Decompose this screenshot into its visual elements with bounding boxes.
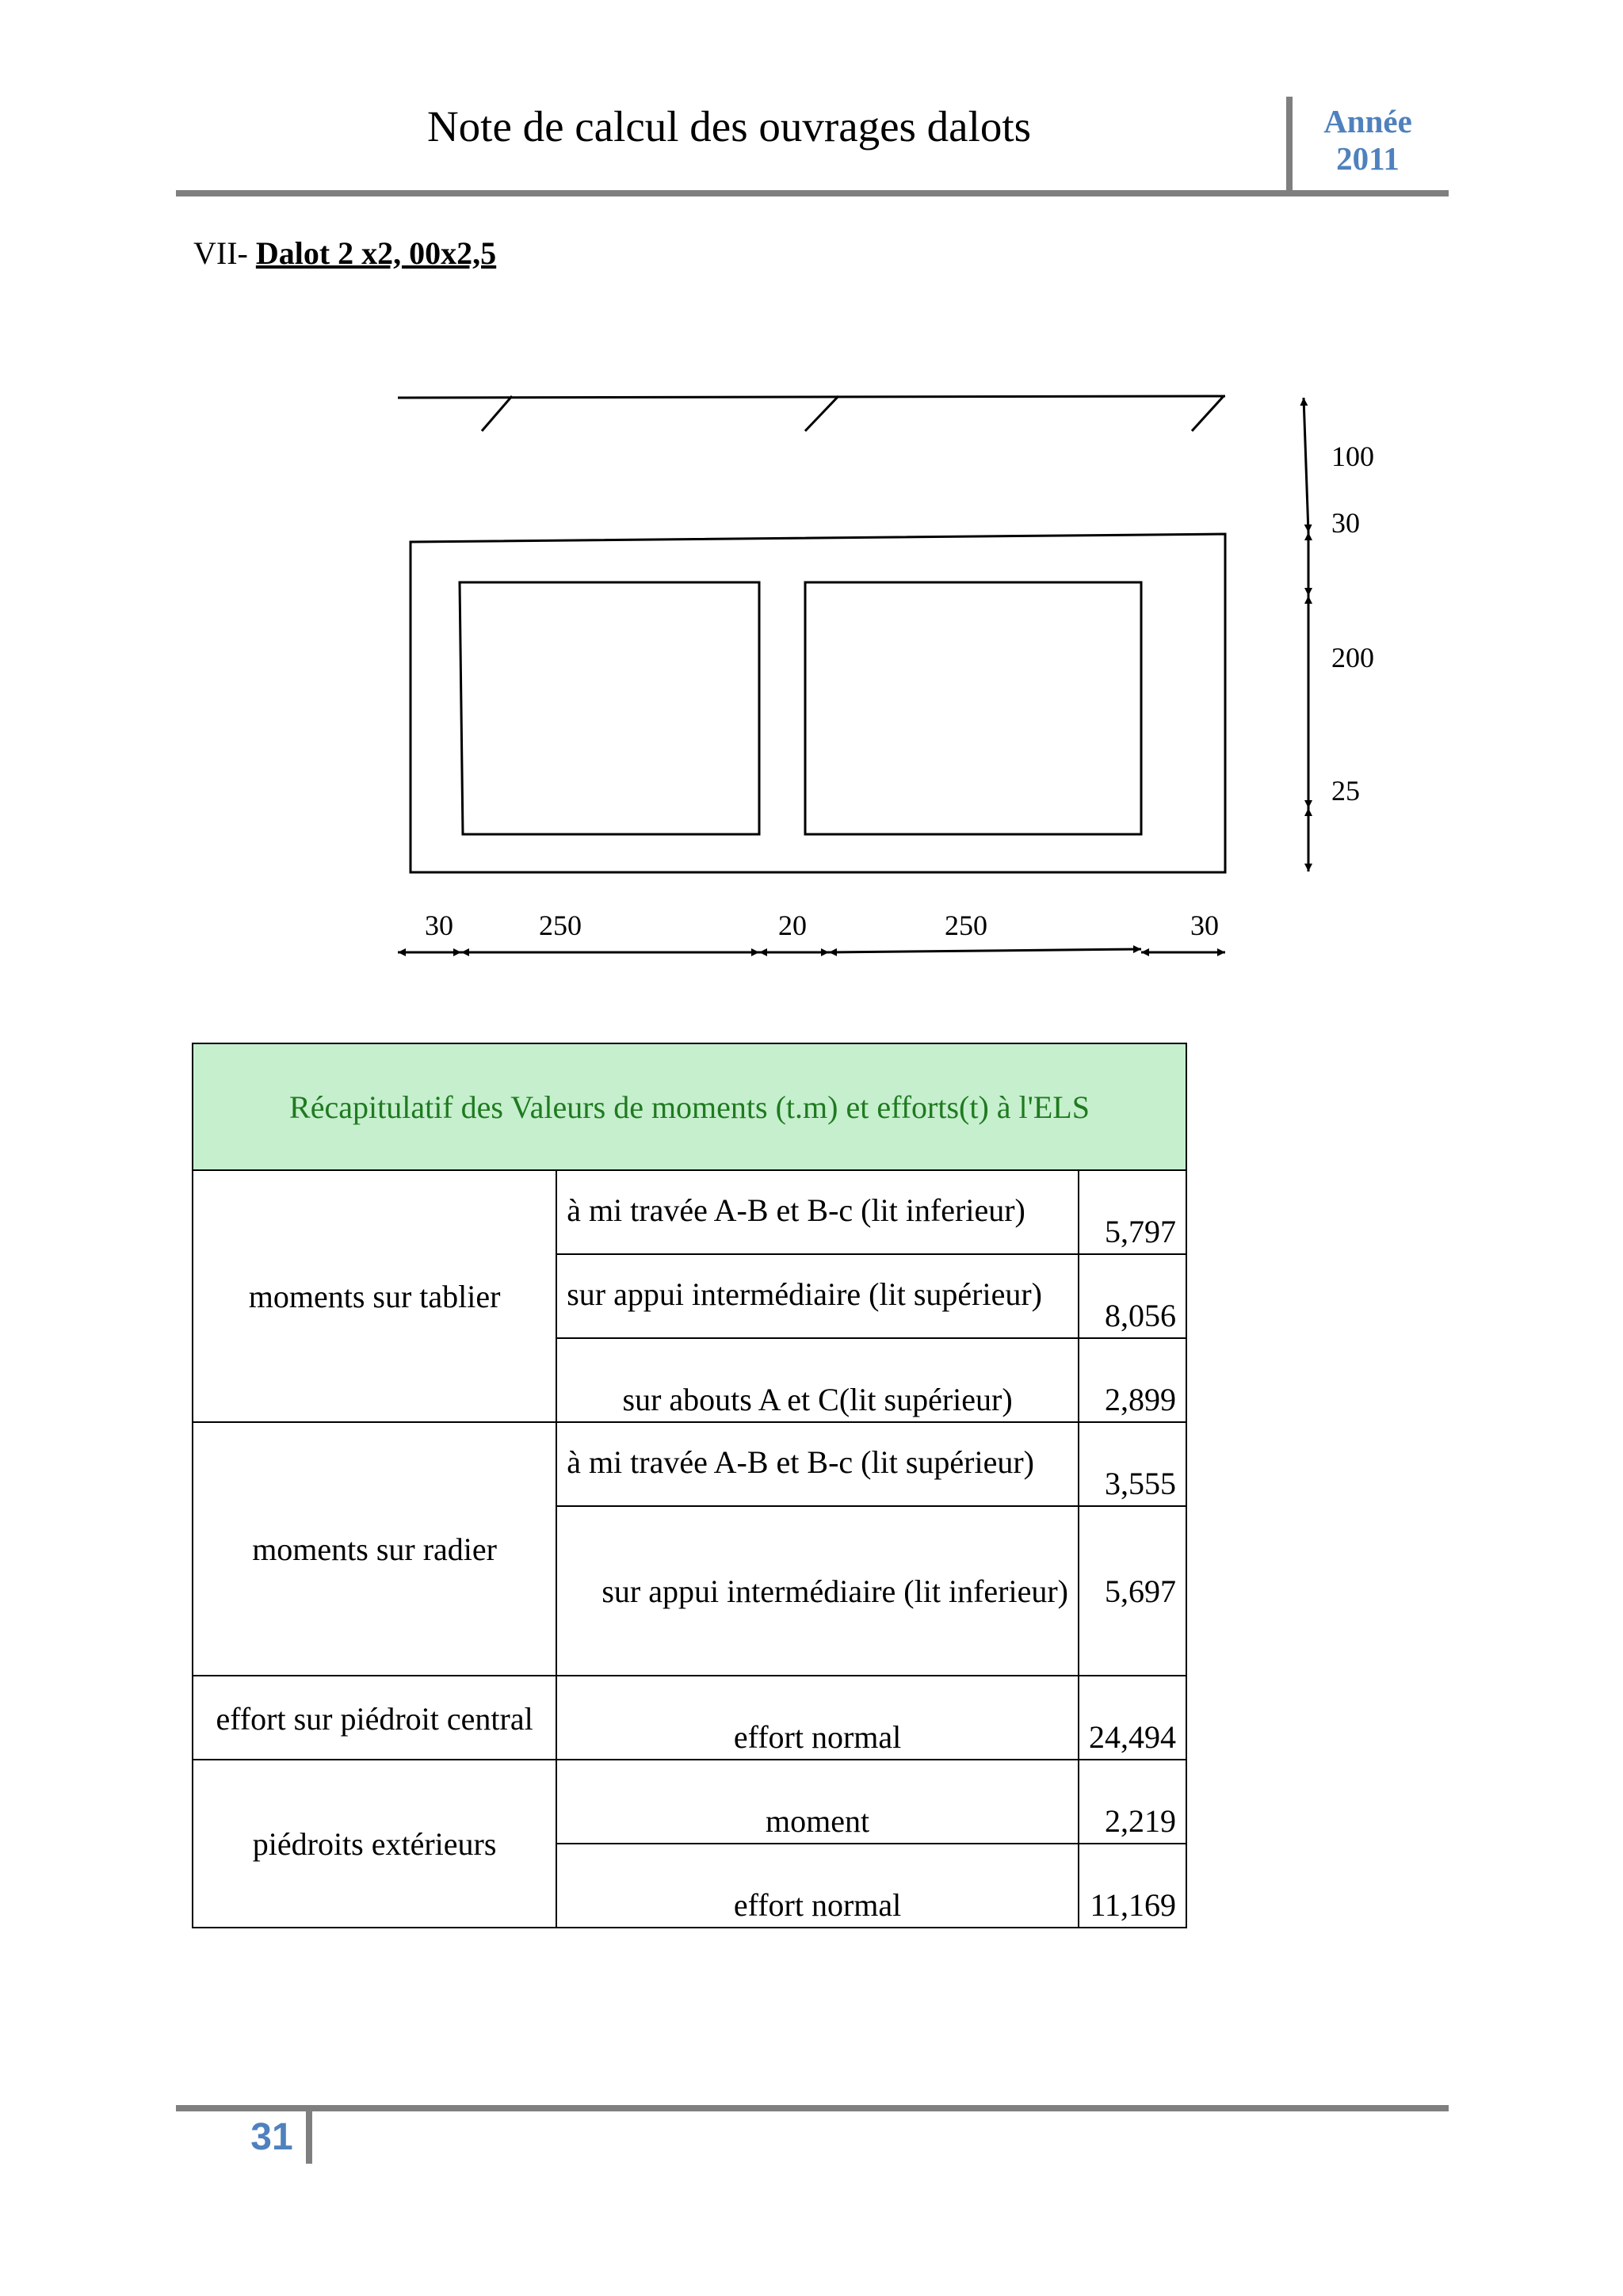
ground-line bbox=[398, 396, 1225, 398]
ground-hatch bbox=[1192, 396, 1224, 431]
document-title: Note de calcul des ouvrages dalots bbox=[426, 102, 1032, 151]
table-title: Récapitulatif des Valeurs de moments (t.m) et efforts(t) à l'ELS bbox=[193, 1043, 1186, 1170]
row-value: 2,899 bbox=[1079, 1338, 1186, 1422]
row-value: 24,494 bbox=[1079, 1676, 1186, 1760]
dim-vertical-100 bbox=[1304, 398, 1308, 532]
row-value: 2,219 bbox=[1079, 1760, 1186, 1844]
section-title: Dalot 2 x2, 00x2,5 bbox=[255, 235, 497, 271]
row-value: 5,797 bbox=[1079, 1170, 1186, 1254]
group-label-piedroit-central: effort sur piédroit central bbox=[193, 1676, 556, 1760]
page-number: 31 bbox=[250, 2116, 293, 2158]
section-prefix: VII- bbox=[193, 235, 256, 271]
group-label-radier: moments sur radier bbox=[193, 1422, 556, 1676]
table-row bbox=[193, 1760, 1186, 1844]
row-desc: effort normal bbox=[556, 1844, 1079, 1928]
group-label-tablier: moments sur tablier bbox=[193, 1170, 556, 1422]
dim-horizontal-250-right bbox=[829, 949, 1141, 952]
dim-label-20: 20 bbox=[778, 910, 807, 941]
dim-label-250-right: 250 bbox=[945, 910, 987, 941]
dim-label-100: 100 bbox=[1331, 441, 1374, 472]
row-desc: à mi travée A-B et B-c (lit inferieur) bbox=[556, 1170, 1079, 1254]
table-title-row bbox=[193, 1043, 1186, 1170]
culvert-cell-left bbox=[460, 582, 759, 834]
dim-label-30: 30 bbox=[1331, 507, 1360, 539]
row-desc: moment bbox=[556, 1760, 1079, 1844]
row-value: 11,169 bbox=[1079, 1844, 1186, 1928]
dim-label-30-right: 30 bbox=[1190, 910, 1219, 941]
row-value: 5,697 bbox=[1079, 1506, 1186, 1676]
year-label: Année bbox=[1323, 103, 1412, 139]
table-row bbox=[193, 1170, 1186, 1254]
table-row bbox=[193, 1676, 1186, 1760]
ground-hatch bbox=[482, 396, 512, 431]
row-desc: effort normal bbox=[556, 1676, 1079, 1760]
culvert-drawing bbox=[0, 0, 1623, 1030]
footer-rule bbox=[176, 2105, 1449, 2111]
dim-label-30-left: 30 bbox=[425, 910, 453, 941]
row-desc: sur appui intermédiaire (lit supérieur) bbox=[556, 1254, 1079, 1338]
group-label-piedroits-exterieurs: piédroits extérieurs bbox=[193, 1760, 556, 1928]
row-desc: sur abouts A et C(lit supérieur) bbox=[556, 1338, 1079, 1422]
recap-table bbox=[192, 1043, 1187, 1928]
row-value: 8,056 bbox=[1079, 1254, 1186, 1338]
year-value: 2011 bbox=[1336, 140, 1400, 177]
culvert-outer-outline bbox=[411, 534, 1225, 872]
culvert-cell-right bbox=[805, 582, 1141, 834]
row-desc: sur appui intermédiaire (lit inferieur) bbox=[556, 1506, 1079, 1676]
table-row bbox=[193, 1422, 1186, 1506]
dim-label-200: 200 bbox=[1331, 642, 1374, 673]
dim-label-250-left: 250 bbox=[539, 910, 582, 941]
row-desc: à mi travée A-B et B-c (lit supérieur) bbox=[556, 1422, 1079, 1506]
footer-divider bbox=[306, 2108, 312, 2164]
ground-hatch bbox=[805, 396, 838, 431]
dim-label-25: 25 bbox=[1331, 775, 1360, 807]
row-value: 3,555 bbox=[1079, 1422, 1186, 1506]
